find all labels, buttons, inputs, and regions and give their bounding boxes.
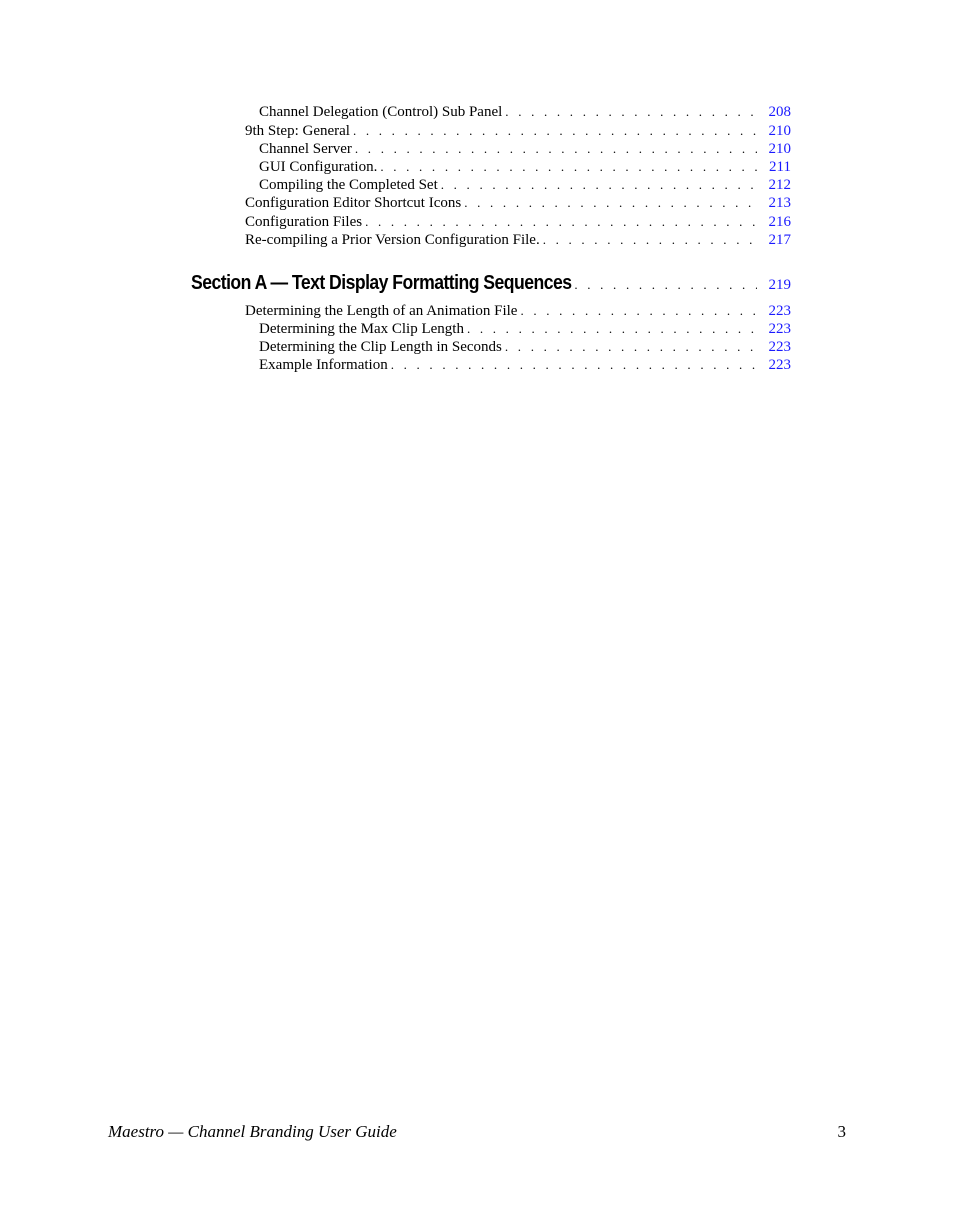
toc-page-link[interactable]: 223 bbox=[768, 303, 791, 319]
dot-leader bbox=[441, 176, 757, 194]
toc-page-link[interactable]: 212 bbox=[768, 177, 791, 193]
toc-entry[interactable] bbox=[245, 302, 791, 320]
toc-entry[interactable] bbox=[245, 231, 791, 249]
toc-page-link[interactable]: 223 bbox=[768, 339, 791, 355]
toc-page-link[interactable]: 219 bbox=[768, 277, 791, 293]
dot-leader bbox=[355, 140, 757, 158]
toc-entry-label: Determining the Length of an Animation File bbox=[245, 303, 518, 319]
toc-page-link[interactable]: 223 bbox=[768, 321, 791, 337]
toc-page-link[interactable]: 216 bbox=[768, 214, 791, 230]
toc-entry-label: Configuration Editor Shortcut Icons bbox=[245, 195, 462, 211]
dot-leader bbox=[365, 213, 757, 231]
dot-leader bbox=[505, 103, 757, 121]
toc-entry-label: 9th Step: General bbox=[245, 123, 350, 139]
toc-entry[interactable] bbox=[259, 158, 791, 176]
dot-leader bbox=[380, 158, 757, 176]
page-number: 3 bbox=[837, 1122, 846, 1141]
dot-leader bbox=[520, 302, 757, 320]
toc-entry[interactable] bbox=[259, 338, 791, 356]
toc-page-link[interactable]: 211 bbox=[769, 159, 791, 175]
toc-entry-label: Determining the Max Clip Length bbox=[259, 321, 464, 337]
section-title: Section A — Text Display Formatting Sequences bbox=[191, 272, 572, 294]
toc-page-link[interactable]: 210 bbox=[768, 141, 791, 157]
toc-entry-label: Re-compiling a Prior Version Configuration File. bbox=[245, 232, 540, 248]
toc-entry[interactable] bbox=[259, 356, 791, 374]
dot-leader bbox=[391, 356, 757, 374]
toc-entry-label: Compiling the Completed Set bbox=[259, 177, 438, 193]
page-footer bbox=[108, 1122, 846, 1144]
toc-entry[interactable] bbox=[245, 122, 791, 140]
dot-leader bbox=[467, 320, 757, 338]
toc-page-link[interactable]: 223 bbox=[768, 357, 791, 373]
toc-page-link[interactable]: 208 bbox=[768, 104, 791, 120]
toc-section-heading[interactable] bbox=[191, 272, 791, 300]
dot-leader bbox=[353, 122, 757, 140]
dot-leader bbox=[543, 231, 757, 249]
dot-leader bbox=[505, 338, 757, 356]
toc-entry-label: Example Information bbox=[259, 357, 388, 373]
dot-leader bbox=[574, 277, 757, 293]
toc-entry-label: Channel Server bbox=[259, 141, 352, 157]
toc-entry[interactable] bbox=[259, 103, 791, 121]
document-title: Maestro — Channel Branding User Guide bbox=[108, 1122, 397, 1141]
toc-entry[interactable] bbox=[259, 140, 791, 158]
toc-entry-label: Channel Delegation (Control) Sub Panel bbox=[259, 104, 503, 120]
toc-entry-label: Determining the Clip Length in Seconds bbox=[259, 339, 502, 355]
toc-entry[interactable] bbox=[259, 320, 791, 338]
toc-entry[interactable] bbox=[245, 194, 791, 212]
toc-entry-label: GUI Configuration. bbox=[259, 159, 378, 175]
toc-entry[interactable] bbox=[259, 176, 791, 194]
toc-page-link[interactable]: 210 bbox=[768, 123, 791, 139]
toc-entry-label: Configuration Files bbox=[245, 214, 363, 230]
toc-entry[interactable] bbox=[245, 213, 791, 231]
toc-page-link[interactable]: 217 bbox=[768, 232, 791, 248]
dot-leader bbox=[464, 194, 757, 212]
toc-page-link[interactable]: 213 bbox=[768, 195, 791, 211]
